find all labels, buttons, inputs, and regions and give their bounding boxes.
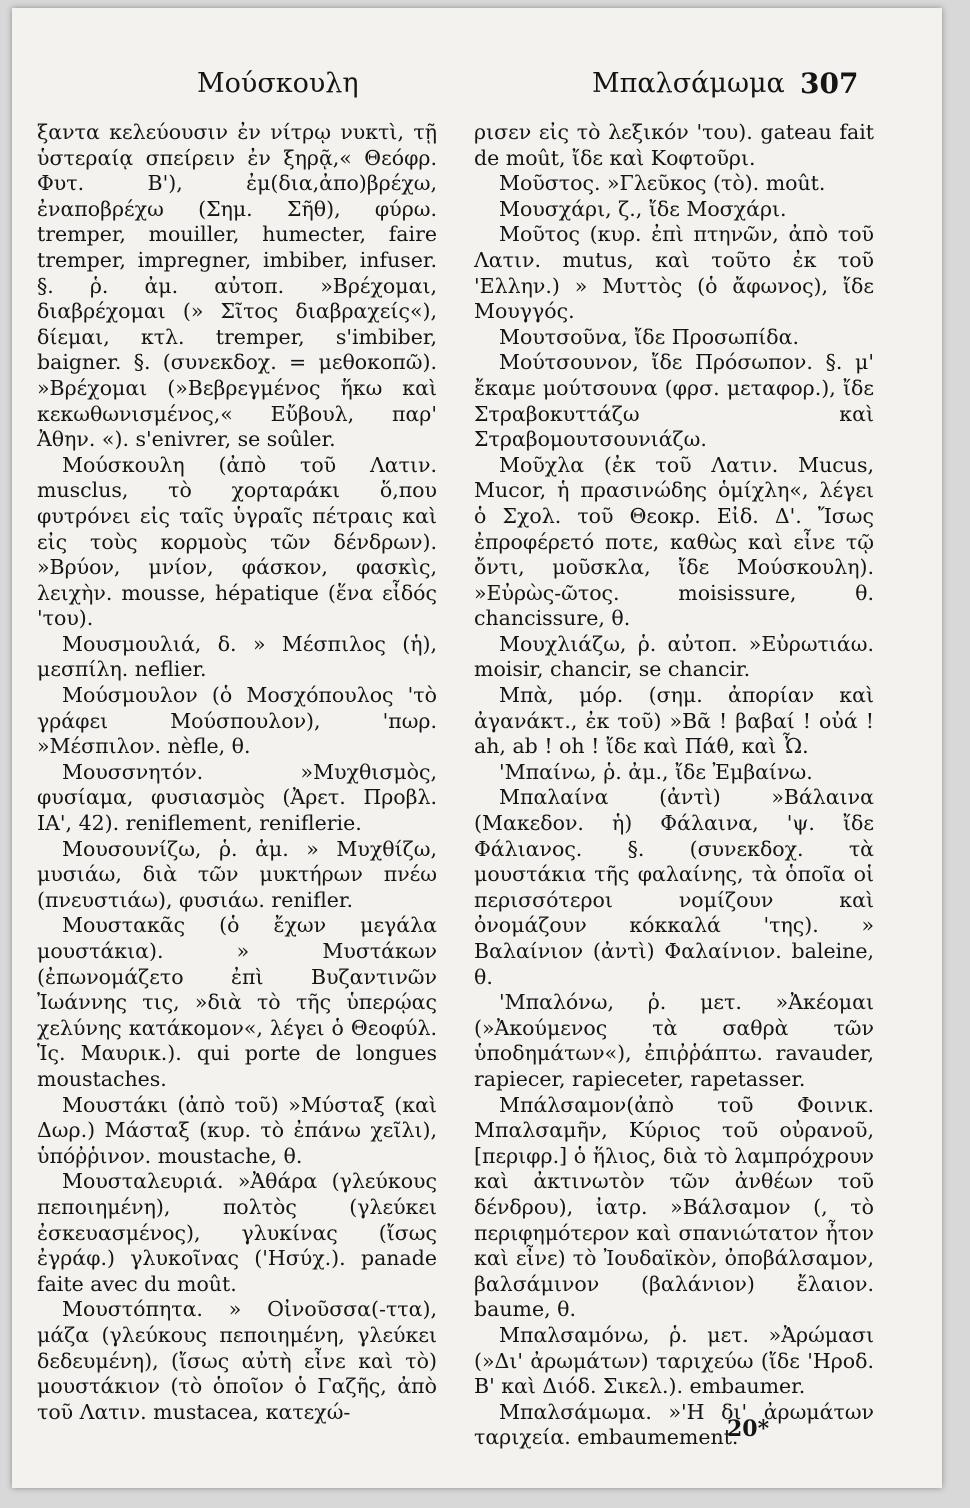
running-head-left: Μούσκουλη <box>197 68 359 99</box>
entry-mpalono: 'Μπαλόνω, ῥ. μετ. »Ἀκέομαι (»Ἀκούμενος τὰ σαθρὰ τῶν ὑποδημάτων«), ἐπιῤῥάπτω. ravauder, rapiecer, rapiecеter, rapetasser. <box>474 990 874 1091</box>
entry-continuation: ρισεν εἰς τὸ λεξικόν 'του). gateau fait de moût, ἴδε καὶ Κοφτοῦρι. <box>474 120 874 170</box>
entry-moustaki: Μουστάκι (ἀπὸ τοῦ) »Μύσταξ (καὶ Δωρ.) Μάσταξ (κυρ. τὸ ἐπάνω χεῖλι), ὑπόῤῥινον. moustache, θ. <box>37 1092 437 1168</box>
entry-mpalsamono: Μπαλσαμόνω, ῥ. μετ. »Ἀρώμασι (»Δι' ἀρωμάτων) ταριχεύω (ἴδε 'Ηροδ. Β' καὶ Διόδ. Σικελ.). embaumer. <box>474 1322 874 1399</box>
entry-mouskouli: Μούσκουλη (ἀπὸ τοῦ Λατιν. musclus, τὸ χορταράκι ὅ,που φυτρόνει εἰς ταῖς ὑγραῖς πέτραις καὶ εἰς τοὺς κορμοὺς τῶν δένδρων). »Βρύον, μνίον, φάσκον, φασκὶς, λειχὴν. mousse, hépatique (ἕνα εἶδός 'του). <box>37 452 437 631</box>
entry-moustalevria: Μουσταλευριά. »Ἀθάρα (γλεύκους πεποιημένη), πολτὸς (γλεύκει ἐσκευασμένος), γλυκίνας (ἴσως ἐγράφ.) γλυκοῖνας ('Ησύχ.). panade faite avec du moût. <box>37 1169 437 1296</box>
entry-mpalsamon: Μπάλσαμον(ἀπὸ τοῦ Φοινικ. Μπαλσαμῆν, Κύριος τοῦ οὐρανοῦ, [περιφρ.] ὁ ἥλιος, διὰ τὸ λαμπρόχρουν καὶ ἀκτινωτὸν τῶν ἀνθέων τοῦ δένδρου), ἰατρ. »Βάλσαμον (, τὸ περιφημότερον καὶ σπανιώτατον ἦτον καὶ εἶνε) τὸ Ἰουδαϊκὸν, ὀποβάλσαμον, βαλσάμινον (βαλάνιον) ἔλαιον. baume, θ. <box>474 1092 874 1322</box>
entry-moustos: Μοῦστος. »Γλεῦκος (τὸ). moût. <box>499 171 826 196</box>
entry-moustakas: Μουστακᾶς (ὁ ἔχων μεγάλα μουστάκια). » Μυστάκων (ἐπωνομάζετο ἐπὶ Βυζαντινῶν Ἰωάννης τις, »διὰ τὸ τῆς ὑπερῴας χελύνης κατάκομον«, λέγει ὁ Θεοφύλ. Ἱς. Μαυρικ.). qui porte de longues moustaches. <box>37 913 437 1091</box>
entry-mousmoulia: Μουσμουλιά, δ. » Μέσπιλος (ἡ), μεσπίλη. neflier. <box>37 631 437 682</box>
left-column <box>37 120 437 1425</box>
entry-mpalaina: Μπαλαίνα (ἀντὶ) »Βάλαινα (Μακεδον. ἡ) Φάλαινα, 'ψ. ἴδε Φάλιανος. §. (συνεκδοχ. τὰ μουστάκια τῆς φαλαίνης, τὰ ὁποῖα οἱ περισσότεροι νομίζουν καὶ ὀνομάζουν κόκκαλά 'της). » Βαλαίνιον (ἀντὶ) Φαλαίνιον. baleine, θ. <box>474 785 874 989</box>
entry-mpa: Μπὰ, μόρ. (σημ. ἀπορίαν καὶ ἀγανάκτ., ἐκ τοῦ) »Βᾶ ! βαβαί ! οὐά ! ah, ab ! oh ! ἴδε καὶ Πάθ, καὶ Ὦ. <box>474 683 874 759</box>
entry-mouscharі: Μουσχάρι, ζ., ἴδε Μοσχάρι. <box>499 196 787 221</box>
running-head-right: Μπαλσάμωμα <box>592 68 785 99</box>
entry-mouchla: Μοῦχλα (ἐκ τοῦ Λατιν. Mucus, Mucor, ἡ πρασινώδης ὁμίχλη«, λέγει ὁ Σχολ. τοῦ Θεοκρ. Εἰδ. Δ'. Ἴσως ἐπροφέρετό ποτε, καθὼς καὶ εἶνε τῷ ὄντι, μοῦσκλα, ἴδε Μούσκουλη). »Εὐρὼς-ῶτος. moisissure, θ. chancissure, θ. <box>474 452 874 631</box>
entry-moutsouna: Μουτσοῦνα, ἴδε Προσωπίδα. <box>499 324 799 349</box>
signature-mark: 20* <box>727 1416 770 1442</box>
right-column <box>474 120 874 1451</box>
entry-mpalsamoma: Μπαλσάμωμα. »'Η δι' ἀρωμάτων ταριχεία. embaumement. <box>474 1399 874 1450</box>
entry-moustopita: Μουστόπητα. » Οἰνοῦσσα(-ττα), μάζα (γλεύκους πεποιημένη, γλεύκει δεδευμένη), (ἴσως αὐτὴ εἶνε καὶ τὸ) μουστάκιον (τὸ ὁποῖον ὁ Γαζῆς, ἀπὸ τοῦ Λατιν. mustacea, κατεχώ- <box>37 1297 437 1424</box>
entry-mousmoulon: Μούσμουλον (ὁ Μοσχόπουλος 'τὸ γράφει Μούσπουλον), 'πωρ. »Μέσπιλον. nèfle, θ. <box>37 683 437 759</box>
entry-mouchliazo: Μουχλιάζω, ῥ. αὐτοπ. »Εὐρωτιάω. moisir, chancir, se chancir. <box>474 631 874 682</box>
entry-moutsounon: Μούτσουνον, ἴδε Πρόσωπον. §. μ' ἔκαμε μούτσουνα (φρσ. μεταφορ.), ἴδε Στραβοκυττάζω καὶ Στραβομουτσουνιάζω. <box>474 350 874 452</box>
entry-moussniton: Μουσσνητόν. »Μυχθισμὸς, φυσίαμα, φυσιασμὸς (Ἀρετ. Προβλ. ΙΑ', 42). reniflement, reniflerie. <box>37 759 437 836</box>
entry-mousounizo: Μουσουνίζω, ῥ. ἀμ. » Μυχθίζω, μυσιάω, διὰ τῶν μυκτήρων πνέω (πνευστιάω), φυσιάω. renifler. <box>37 836 437 912</box>
page-number: 307 <box>800 67 859 100</box>
dictionary-page <box>12 8 942 1488</box>
entry-moutos: Μοῦτος (κυρ. ἐπὶ πτηνῶν, ἀπὸ τοῦ Λατιν. mutus, καὶ τοῦτο ἐκ τοῦ 'Ελλην.) » Μυττὸς (ὁ ἄφωνος), ἴδε Μουγγός. <box>474 222 874 324</box>
entry-continuation: ξαντα κελεύουσιν ἐν νίτρῳ νυκτὶ, τῇ ὑστεραίᾳ σπείρειν ἐν ξηρᾷ,« Θεόφρ. Φυτ. Β'), ἐμ(δια,ἀπο)βρέχω, ἐναποβρέχω (Σημ. Σῆθ), φύρω. tremper, mouiller, humecter, faire tremper, impregner, imbiber, infuser. §. ῥ. ἀμ. αὐτοπ. »Βρέχομαι, διαβρέχομαι (» Σῖτος διαβραχείς«), δίεμαι, κτλ. tremper, s'imbiber, baigner. §. (συνεκδοχ. = μεθοκοπῶ). »Βρέχομαι (»Βεβρεγμένος ἥκω καὶ κεκωθωνισμένος,« Εὔβουλ, παρ' Ἀθην. «). s'enivrer, se soûler. <box>37 120 437 452</box>
entry-mpaino: 'Μπαίνω, ῥ. ἀμ., ἴδε Ἐμβαίνω. <box>499 759 813 784</box>
